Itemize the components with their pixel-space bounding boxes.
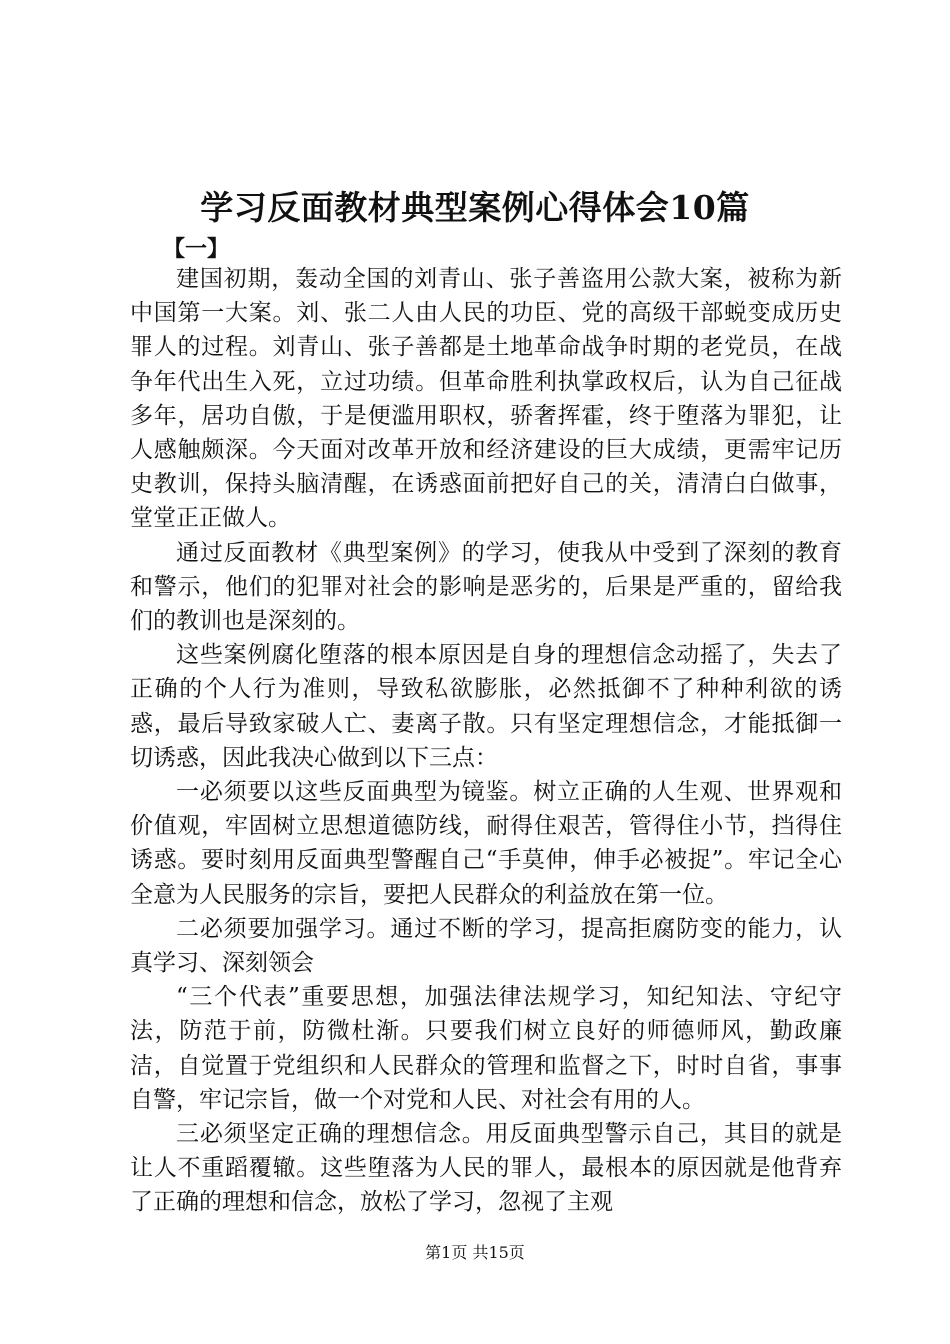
- paragraph: 一必须要以这些反面典型为镜鉴。树立正确的人生观、世界观和价值观，牢固树立思想道德防线，耐得住艰苦，管得住小节，挡得住诱惑。要时刻用反面典型警醒自己“手莫伸，伸手必被捉”。牢记全心全意为人民服务的宗旨，要把人民群众的利益放在第一位。: [130, 779, 842, 908]
- paragraph: 三必须坚定正确的理想信念。用反面典型警示自己，其目的就是让人不重蹈覆辙。这些堕落为人民的罪人，最根本的原因就是他背弃了正确的理想和信念，放松了学习，忽视了主观: [130, 1121, 842, 1216]
- page-title: 学习反面教材典型案例心得体会10篇: [200, 188, 750, 227]
- section-marker: 【一】: [163, 236, 230, 262]
- paragraph: 这些案例腐化堕落的根本原因是自身的理想信念动摇了，失去了正确的个人行为准则，导致私欲膨胀，必然抵御不了种种利欲的诱惑，最后导致家破人亡、妻离子散。只有坚定理想信念，才能抵御一切诱惑，因此我决心做到以下三点：: [130, 642, 842, 771]
- paragraph: 通过反面教材《典型案例》的学习，使我从中受到了深刻的教育和警示，他们的犯罪对社会的影响是恶劣的，后果是严重的，留给我们的教训也是深刻的。: [130, 539, 842, 635]
- paragraph: 二必须要加强学习。通过不断的学习，提高拒腐防变的能力，认真学习、深刻领会: [130, 915, 842, 977]
- page-number-footer: 第1页 共15页: [425, 1243, 525, 1262]
- paragraph: “三个代表”重要思想，加强法律法规学习，知纪知法、守纪守法，防范于前，防微杜渐。只要我们树立良好的师德师风，勤政廉洁，自觉置于党组织和人民群众的管理和监督之下，时时自省，事事自警，牢记宗旨，做一个对党和人民、对社会有用的人。: [130, 984, 842, 1113]
- body-text: [130, 262, 842, 1220]
- paragraph: 建国初期，轰动全国的刘青山、张子善盗用公款大案，被称为新中国第一大案。刘、张二人由人民的功臣、党的高级干部蜕变成历史罪人的过程。刘青山、张子善都是土地革命战争时期的老党员，在战争年代出生入死，立过功绩。但革命胜利执掌政权后，认为自己征战多年，居功自傲，于是便滥用职权，骄奢挥霍，终于堕落为罪犯，让人感触颇深。今天面对改革开放和经济建设的巨大成绩，更需牢记历史教训，保持头脑清醒，在诱惑面前把好自己的关，清清白白做事，堂堂正正做人。: [130, 266, 842, 532]
